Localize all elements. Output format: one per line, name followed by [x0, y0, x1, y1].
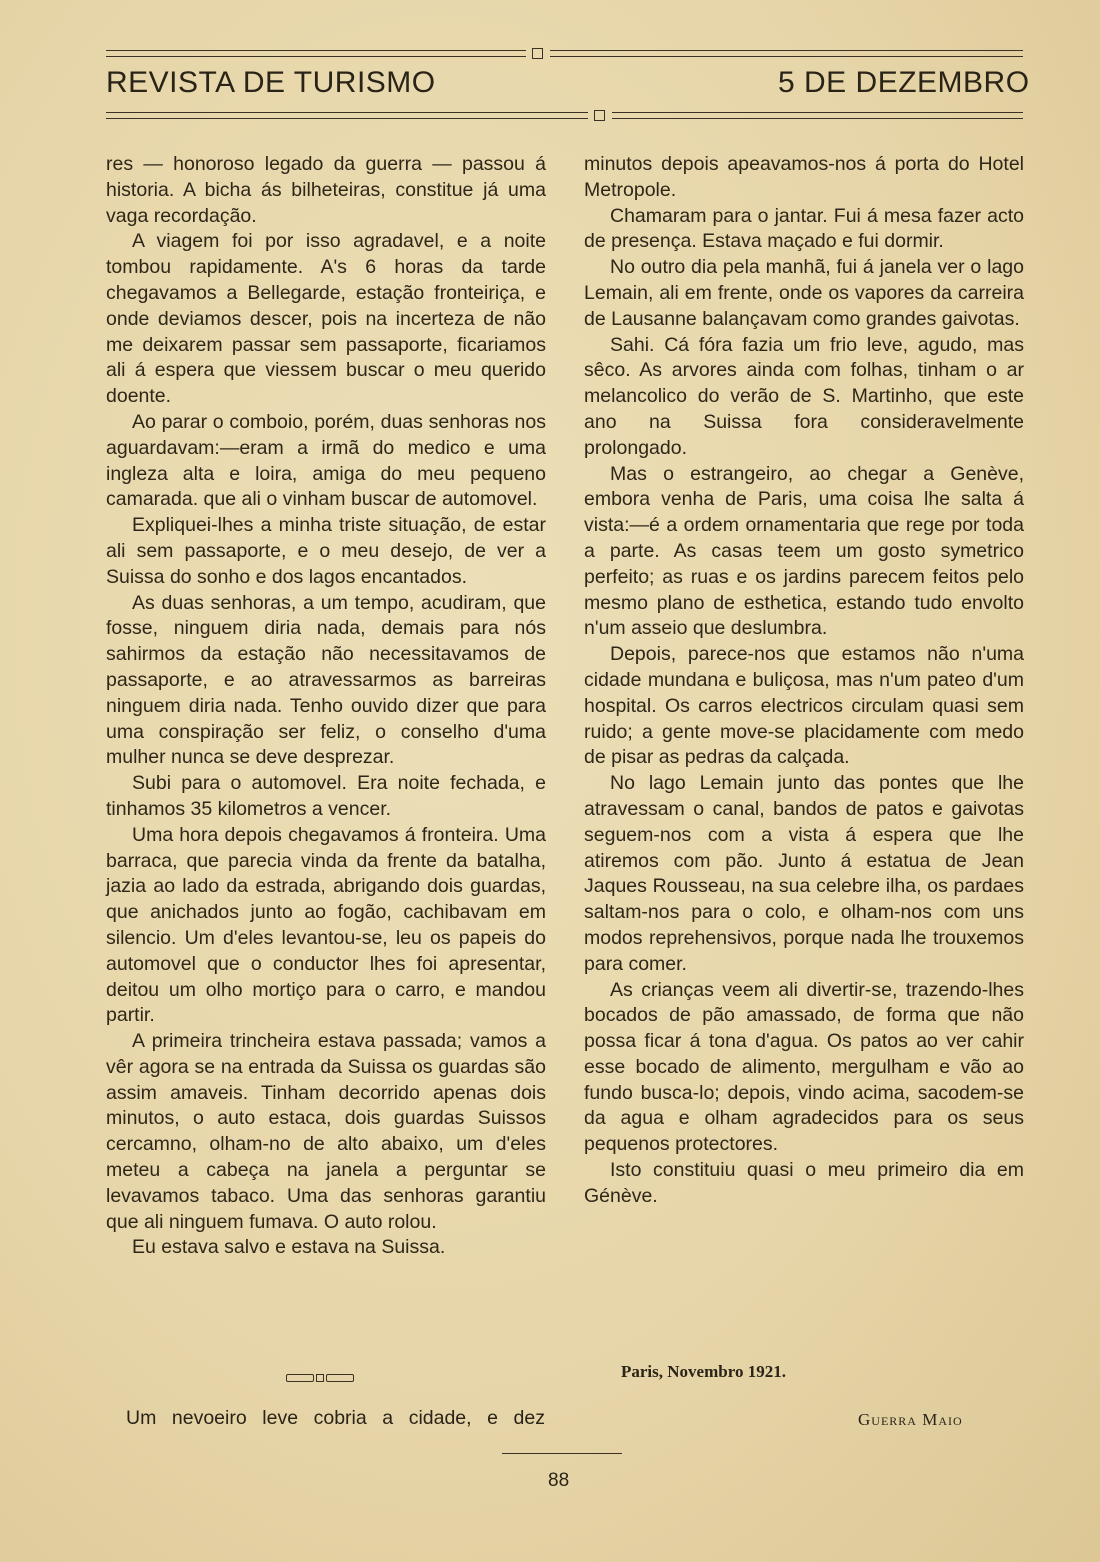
paragraph: Chamaram para o jantar. Fui á mesa fazer acto de presença. Estava maçado e fui dormir.: [584, 204, 1024, 253]
header-bottom-rule-right: [612, 112, 1023, 119]
paragraph: Uma hora depois chegavamos á fronteira. Uma barraca, que parecia vinda da frente da batalha, jazia ao lado da estrada, abrigando dois guardas, que anichados junto ao fogão, cachibavam em silencio. Um d'eles levantou-se, leu os papeis do automovel que o conductor lhes foi apresentar, deitou um olho mortiço para o carro, e mandou partir.: [106, 823, 546, 1027]
paragraph: Isto constituiu quasi o meu primeiro dia em Génève.: [584, 1159, 1024, 1207]
running-title: REVISTA DE TURISMO: [106, 66, 436, 99]
paragraph: As crianças veem ali divertir-se, trazendo-lhes bocados de pão amassado, de forma que não possa ficar á tona d'agua. Os patos ao ver cahir esse bocado de alimento, mergulham e vão ao fundo busca-lo; depois, vindo acima, sacodem-se da agua e olham agradecidos para os seus pequenos protectores.: [584, 978, 1024, 1156]
paragraph: A primeira trincheira estava passada; vamos a vêr agora se na entrada da Suissa os guardas são assim amaveis. Tinham decorrido apenas dois minutos, o auto estaca, dois guardas Suissos cercamno, olham-no de alto abaixo, um d'eles meteu a cabeça na janela a perguntar se levavamos tabaco. Uma das senhoras garantiu que ali ninguem fumava. O auto rolou.: [106, 1030, 546, 1233]
paragraph: res — honoroso legado da guerra — passou á historia. A bicha ás bilheteiras, constitue já uma vaga recordação.: [106, 153, 546, 227]
header-bottom-rule: [106, 112, 588, 119]
footer-rule: [502, 1453, 622, 1454]
header-top-rule-right: [550, 50, 1023, 57]
left-column: [106, 152, 546, 1261]
signature-place-date: Paris, Novembro 1921.: [621, 1362, 786, 1381]
paragraph: A viagem foi por isso agradavel, e a noite tombou rapidamente. A's 6 horas da tarde chegavamos a Bellegarde, estação fronteiriça, e onde deviamos descer, pois na incerteza de não me deixarem passar sem passaporte, ficariamos ali á espera que viessem buscar o meu querido doente.: [106, 230, 546, 408]
paragraph: minutos depois apeavamos-nos á porta do Hotel Metropole.: [584, 153, 1024, 201]
paragraph: Expliquei-lhes a minha triste situação, de estar ali sem passaporte, e o meu desejo, de ver a Suissa do sonho e dos lagos encantados.: [106, 514, 546, 588]
header-top-square-ornament: [532, 48, 543, 59]
section-divider-ornament: [286, 1374, 354, 1382]
paragraph: Eu estava salvo e estava na Suissa.: [132, 1236, 446, 1259]
signature-author: Guerra Maio: [858, 1410, 963, 1429]
paragraph: Subi para o automovel. Era noite fechada, e tinhamos 35 kilometros a vencer.: [106, 772, 546, 820]
paragraph: Mas o estrangeiro, ao chegar a Genève, embora venha de Paris, uma coisa lhe salta á vista:—é a ordem ornamentaria que rege por toda a parte. As casas teem um gosto symetrico perfeito; as ruas e os jardins parecem feitos pelo mesmo plano de esthetica, estando tudo envolto n'um asseio que deslumbra.: [584, 462, 1024, 640]
paragraph: No lago Lemain junto das pontes que lhe atravessam o canal, bandos de patos e gaivotas seguem-nos com a vista á espera que lhe atiremos com pão. Junto á estatua de Jean Jaques Rousseau, na sua celebre ilha, os pardaes saltam-nos para o colo, e olham-nos com uns modos reprehensivos, porque nada lhe trouxemos para comer.: [584, 772, 1024, 975]
header-bottom-square-ornament: [594, 110, 605, 121]
continued-line: Um nevoeiro leve cobria a cidade, e dez: [126, 1407, 545, 1429]
paragraph: Ao parar o comboio, porém, duas senhoras nos aguardavam:—eram a irmã do medico e uma ingleza alta e loira, amiga do meu pequeno camarada. que ali o vinham buscar de automovel.: [106, 410, 546, 511]
header-top-rule: [106, 50, 526, 57]
paragraph: No outro dia pela manhã, fui á janela ver o lago Lemain, ali em frente, onde os vapores da carreira de Lausanne balançavam como grandes gaivotas.: [584, 256, 1024, 330]
running-date: 5 DE DEZEMBRO: [778, 66, 1030, 99]
paragraph: Depois, parece-nos que estamos não n'uma cidade mundana e buliçosa, mas n'um pateo d'um hospital. Os carros electricos circulam quasi sem ruido; a gente move-se placidamente com medo de pisar as pedras da calçada.: [584, 643, 1024, 769]
paragraph: As duas senhoras, a um tempo, acudiram, que fosse, ninguem diria nada, demais para nós sahirmos da estação não necessitavamos de passaporte, e ao atravessarmos as barreiras ninguem diria nada. Tenho ouvido dizer que para uma conspiração ser feliz, o conselho d'uma mulher nunca se deve desprezar.: [106, 591, 546, 769]
paragraph: Sahi. Cá fóra fazia um frio leve, agudo, mas sêco. As arvores ainda com folhas, tinham o ar melancolico do verão de S. Martinho, que este ano na Suissa fora consideravelmente prolongado.: [584, 333, 1024, 459]
right-column: [584, 152, 1024, 1210]
page-number: 88: [548, 1470, 570, 1491]
